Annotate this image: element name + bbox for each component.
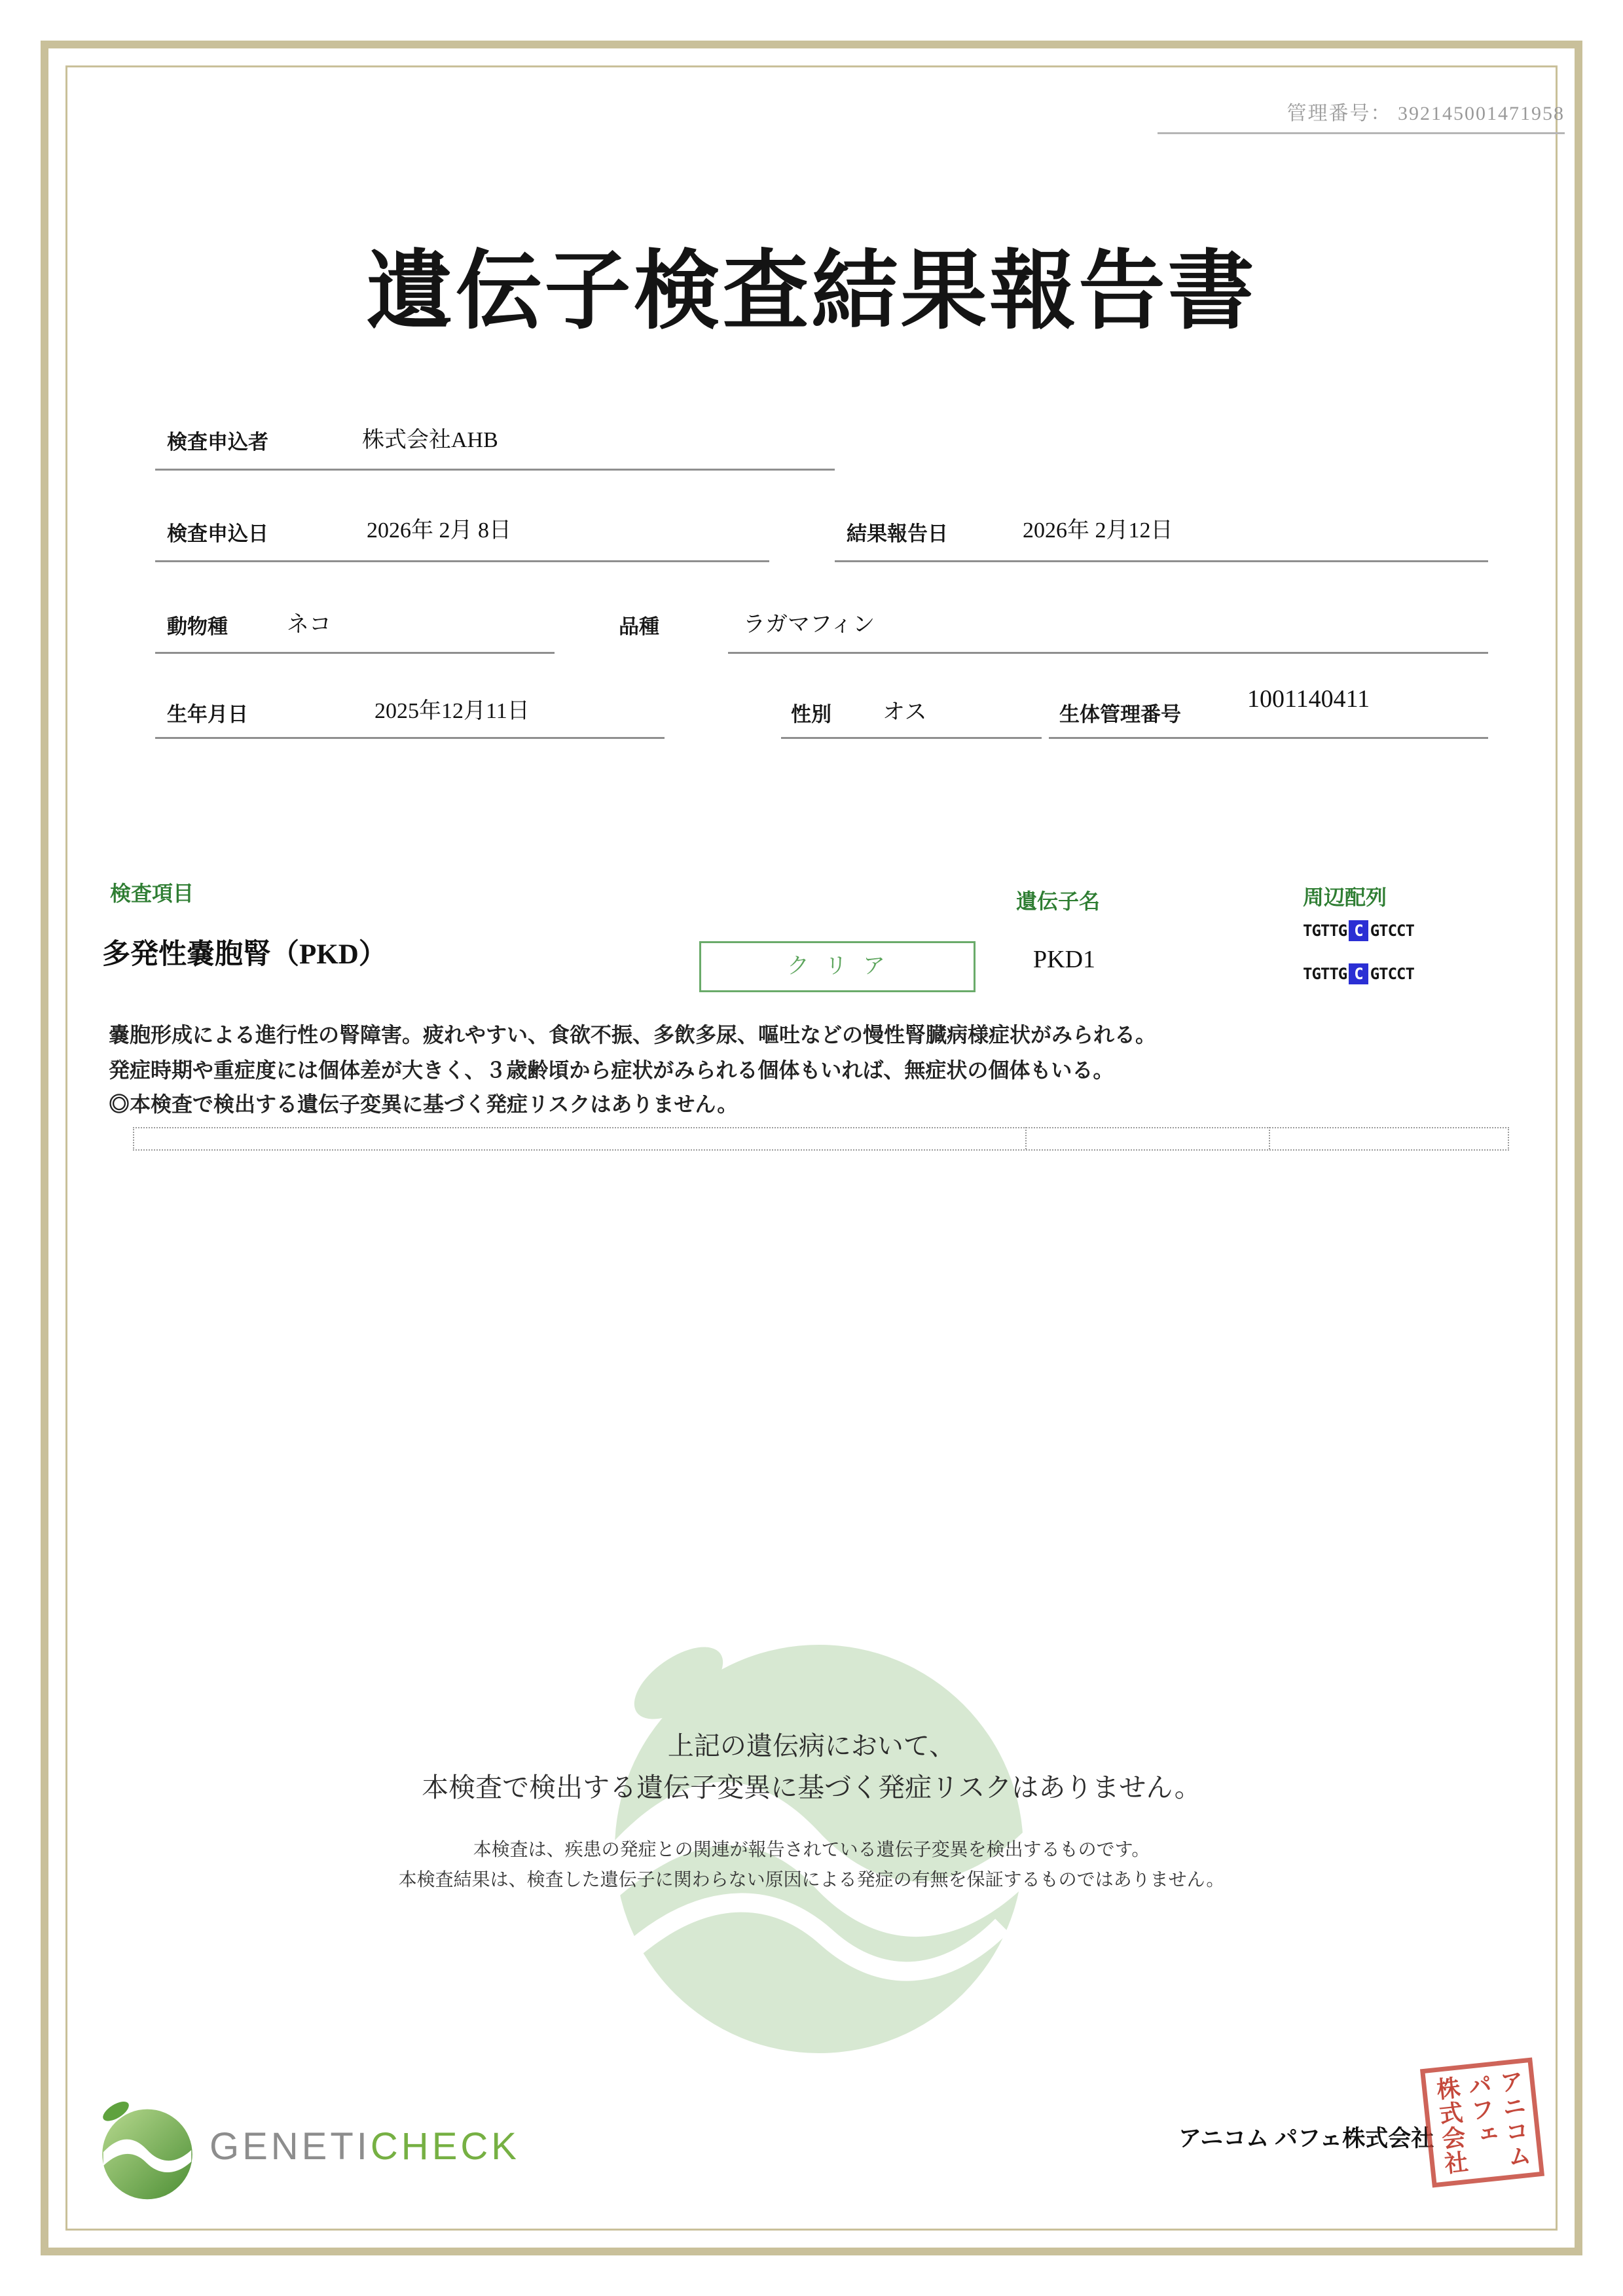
description-line-2: 発症時期や重症度には個体差が大きく、３歳齢頃から症状がみられる個体もいれば、無症状の個体もいる。 xyxy=(109,1058,1114,1082)
breed-underline xyxy=(728,652,1488,654)
summary-line-1: 上記の遺伝病において、 xyxy=(667,1732,956,1761)
sequence-line-2 xyxy=(1303,965,1414,983)
sex-value: オス xyxy=(883,700,927,725)
sequence-1-variant: C xyxy=(1349,920,1368,941)
report-title: 遺伝子検査結果報告書 xyxy=(366,243,1257,340)
empty-row-divider-1 xyxy=(1025,1127,1027,1149)
applicant-underline xyxy=(155,469,835,471)
sex-label: 性別 xyxy=(791,703,831,726)
species-value: ネコ xyxy=(287,613,331,637)
management-number-label: 管理番号： xyxy=(1286,103,1392,124)
test-item-name: 多発性嚢胞腎（PKD） xyxy=(102,939,387,970)
breed-label: 品種 xyxy=(619,615,659,638)
logo-text-check: CHECK xyxy=(370,2125,520,2168)
company-name: アニコム パフェ株式会社 xyxy=(1178,2126,1434,2151)
management-number-value: 392145001471958 xyxy=(1398,103,1565,124)
gene-name-header: 遺伝子名 xyxy=(1016,889,1101,913)
sequence-line-1 xyxy=(1303,922,1414,940)
animal-id-value: 1001140411 xyxy=(1247,685,1370,713)
animal-id-label: 生体管理番号 xyxy=(1059,703,1181,726)
company-seal xyxy=(1420,2058,1544,2188)
applicant-value: 株式会社AHB xyxy=(362,428,498,452)
company-seal-text xyxy=(1430,2068,1535,2177)
sequence-2-prefix: TGTTG xyxy=(1303,965,1347,983)
sequence-header: 周辺配列 xyxy=(1303,886,1387,909)
applicant-label: 検査申込者 xyxy=(167,431,268,454)
apply-date-label: 検査申込日 xyxy=(167,522,268,545)
report-date-label: 結果報告日 xyxy=(847,522,948,545)
management-number xyxy=(1158,97,1565,134)
sequence-1-suffix: GTCCT xyxy=(1370,922,1414,940)
species-underline xyxy=(155,652,555,654)
apply-date-value: 2026年 2月 8日 xyxy=(367,518,511,543)
sequence-2-variant: C xyxy=(1349,963,1368,984)
sex-underline xyxy=(781,737,1042,739)
result-clear-badge: クリア xyxy=(699,941,976,992)
test-item-header: 検査項目 xyxy=(110,882,194,905)
description-line-1: 嚢胞形成による進行性の腎障害。疲れやすい、食欲不振、多飲多尿、嘔吐などの慢性腎臓病様症状がみられる。 xyxy=(109,1023,1157,1047)
animal-id-underline xyxy=(1049,737,1488,739)
seal-column-3: 株式会社 xyxy=(1432,2075,1469,2177)
summary-line-2: 本検査で検出する遺伝子変異に基づく発症リスクはありません。 xyxy=(422,1772,1201,1803)
summary-note-2: 本検査結果は、検査した遺伝子に関わらない原因による発症の有無を保証するものではありません。 xyxy=(398,1869,1225,1890)
birth-date-underline xyxy=(155,737,665,739)
geneticheck-logo-text xyxy=(210,2125,520,2168)
seal-column-1: アニコム xyxy=(1495,2068,1533,2170)
empty-result-row xyxy=(133,1127,1509,1151)
gene-name-value: PKD1 xyxy=(1033,946,1096,973)
report-date-value: 2026年 2月12日 xyxy=(1023,518,1173,543)
seal-column-2: パフェ xyxy=(1464,2072,1499,2149)
apply-date-underline xyxy=(155,560,769,562)
birth-date-label: 生年月日 xyxy=(167,703,248,726)
sequence-2-suffix: GTCCT xyxy=(1370,965,1414,983)
breed-value: ラガマフィン xyxy=(743,613,875,637)
sequence-1-prefix: TGTTG xyxy=(1303,922,1347,940)
report-date-underline xyxy=(835,560,1488,562)
summary-note-1: 本検査は、疾患の発症との関連が報告されている遺伝子変異を検出するものです。 xyxy=(473,1839,1150,1859)
geneticheck-logo-icon xyxy=(95,2098,200,2202)
empty-row-divider-2 xyxy=(1269,1127,1270,1149)
description-risk-line: ◎本検査で検出する遺伝子変異に基づく発症リスクはありません。 xyxy=(109,1092,739,1116)
logo-text-geneti: GENETI xyxy=(210,2125,371,2168)
birth-date-value: 2025年12月11日 xyxy=(374,699,530,723)
species-label: 動物種 xyxy=(167,615,228,638)
